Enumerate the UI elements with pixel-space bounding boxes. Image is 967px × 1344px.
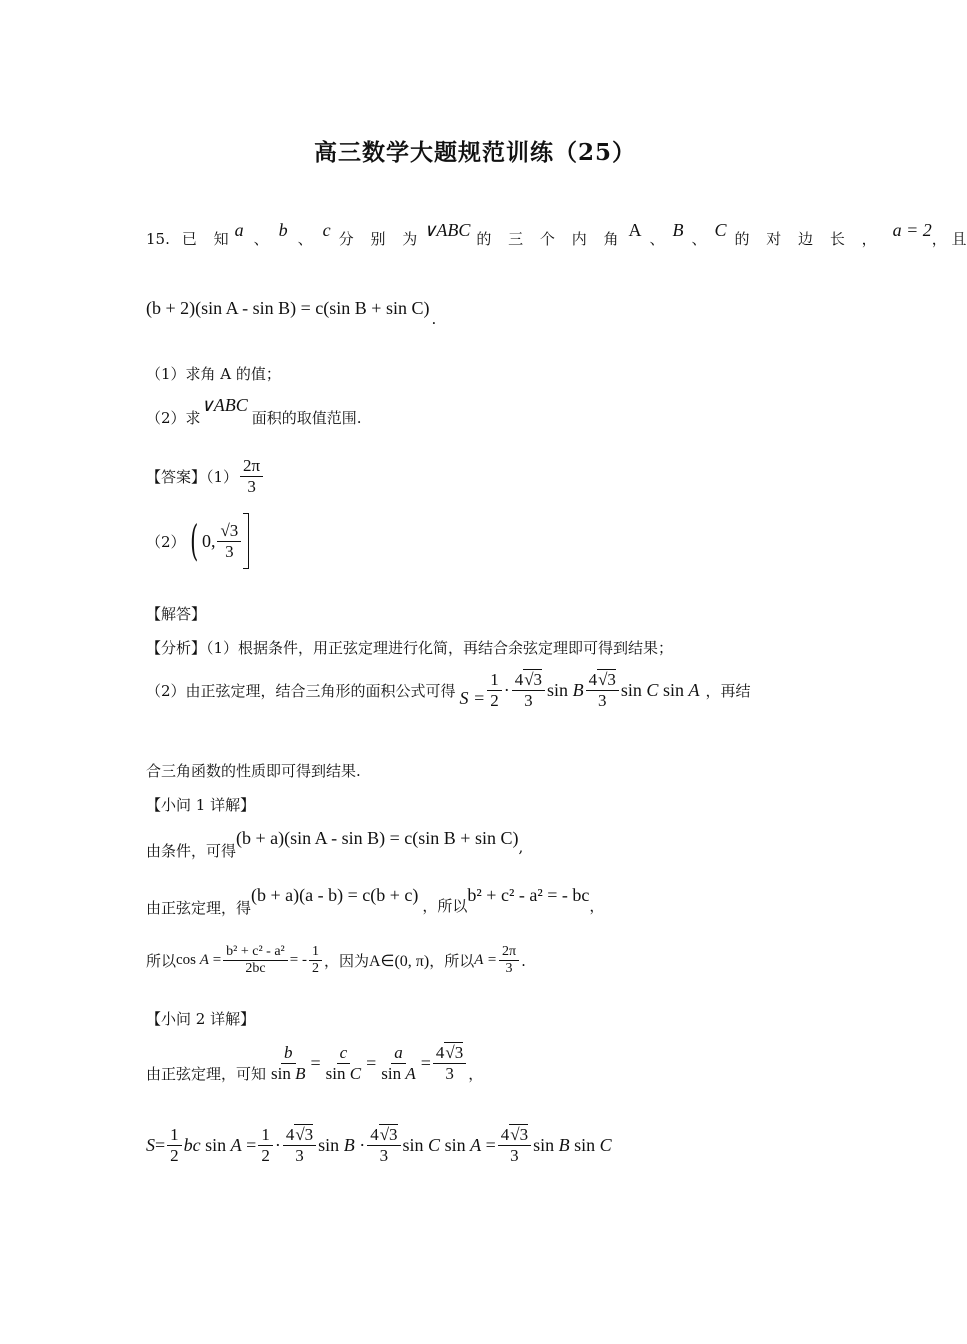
step1-line3: 所以 cos A = $\frac{\text{b² + c² - a²}}{2bc}$ = - $\frac{1}{2}$ ，因为 A∈(0, π) ，所以 A = $\frac{2\pi}{3}$ . (146, 944, 526, 977)
triangle-abc: ∨ABC (423, 220, 471, 240)
sub-question-1-label: 【小问 1 详解】 (146, 796, 256, 814)
question-1: （1）求角 A 的值； (146, 365, 281, 383)
answer-1-fraction: $\frac{2\pi}{3}$ (240, 456, 263, 496)
answer-2-fraction: $\frac{√3}{3}$ (217, 521, 241, 561)
right-bracket (243, 513, 249, 569)
solution-label: 【解答】 (146, 605, 207, 623)
answer-1 (146, 456, 265, 496)
analysis-2-continued: 合三角函数的性质即可得到结果. (146, 762, 361, 780)
left-paren: ( (189, 516, 198, 565)
problem-condition: (b + 2)(sin A - sin B) = c(sin B + sin C) . (146, 298, 437, 328)
problem-stem-line1: 15. 已 知 a 、 b 、 c 分 别 为 ∨ABC 的 三 个 内 角 A 、 B 、 C 的 对 边 长 ， a = 2 ， 且 (146, 220, 967, 248)
step2-line1: 由正弦定理，可知 $\frac{b}{\text{sin B}}$ = $\frac{c}{\text{sin C}}$ = $\frac{a}{\text{sin A}}$ = $\frac{4√3}{3}$ ， (146, 1043, 484, 1083)
step1-line2: 由正弦定理，得 (b + a)(a - b) = c(b + c) ，所以 b² + c² - a² = - bc ， (146, 885, 605, 917)
page-title: 高三数学大题规范训练（25） (313, 139, 636, 166)
question-2: （2）求 ∨ABC 面积的取值范围. (146, 395, 362, 427)
step1-line1: 由条件，可得 (b + a)(sin A - sin B) = c(sin B + sin C) , (146, 828, 524, 860)
step2-line2: S = $\frac{1}{2}$ bc sin A = $\frac{1}{2}$ · $\frac{4√3}{3}$ sin B · $\frac{4√3}{3}$ sin C sin A = $\frac{4√3}{3}$ sin B sin C (146, 1125, 612, 1165)
answer-2: （2） ( 0, $\frac{√3}{3}$ (146, 513, 249, 569)
analysis-2: （2）由正弦定理，结合三角形的面积公式可得 S = $\frac{1}{2}$ · $\frac{4√3}{3}$ sin B $\frac{4√3}{3}$ sin C sin A ，再结 (146, 670, 751, 710)
sub-question-2-label: 【小问 2 详解】 (146, 1010, 256, 1028)
answer-label: 【答案】（1） (146, 467, 239, 486)
analysis-1: 【分析】（1）根据条件，用正弦定理进行化简，再结合余弦定理即可得到结果； (146, 639, 674, 657)
problem-number: 15. (146, 229, 170, 248)
